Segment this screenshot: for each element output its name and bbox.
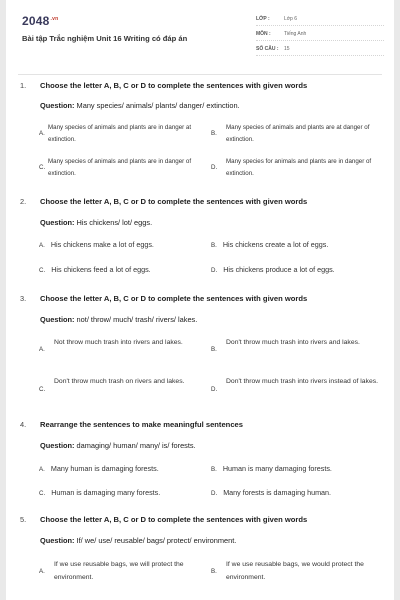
option-letter: B. <box>211 242 217 249</box>
question-label: Question: <box>40 315 75 324</box>
option-text: Many forests is damaging human. <box>223 488 332 497</box>
option-letter[interactable]: B. <box>211 346 217 353</box>
meta-label: MÔN : <box>256 31 271 37</box>
meta-row-class <box>256 14 384 26</box>
question-number: 4. <box>20 420 27 429</box>
option-letter: C. <box>39 267 46 274</box>
question-label: Question: <box>40 441 75 450</box>
question-text: If/ we/ use/ reusable/ bags/ protect/ environment. <box>74 536 237 545</box>
question-instruction: Choose the letter A, B, C or D to complete the sentences with given words <box>40 197 308 206</box>
question-instruction: Choose the letter A, B, C or D to complete the sentences with given words <box>40 294 308 303</box>
header-divider <box>18 74 382 75</box>
question-label: Question: <box>40 218 75 227</box>
question-text: not/ throw/ much/ trash/ rivers/ lakes. <box>74 315 198 324</box>
question-prompt <box>40 536 236 545</box>
question-prompt <box>40 218 152 227</box>
question-number: 2. <box>20 197 27 206</box>
option-c[interactable]: Don't throw much trash on rivers and lakes. <box>54 378 185 385</box>
option-text: His chickens create a lot of eggs. <box>222 240 329 249</box>
question-number: 5. <box>20 515 27 524</box>
option-letter: D. <box>211 490 218 497</box>
option-letter[interactable]: B. <box>211 568 217 575</box>
question-instruction: Rearrange the sentences to make meaningful sentences <box>40 420 243 429</box>
meta-label: SỐ CÂU : <box>256 46 279 52</box>
option-b[interactable] <box>211 464 332 473</box>
option-letter[interactable]: A. <box>39 130 45 137</box>
document-page <box>6 0 394 600</box>
option-letter: C. <box>39 490 46 497</box>
site-logo[interactable] <box>22 14 58 28</box>
option-d[interactable]: Don't throw much trash into rivers instead of lakes. <box>226 378 379 385</box>
option-text: His chickens feed a lot of eggs. <box>51 265 151 274</box>
meta-value: Lớp 6 <box>284 16 298 22</box>
option-c[interactable]: Many species of animals and plants are in danger of extinction. <box>48 158 192 177</box>
option-letter: D. <box>211 267 218 274</box>
question-number: 1. <box>20 81 27 90</box>
option-c[interactable] <box>39 265 151 274</box>
meta-label: LỚP : <box>256 16 270 22</box>
document-header <box>6 0 394 66</box>
option-text: His chickens make a lot of eggs. <box>50 240 154 249</box>
option-letter[interactable]: C. <box>39 164 46 171</box>
option-b[interactable]: Many species of animals and plants are at danger of extinction. <box>226 124 370 143</box>
option-letter: A. <box>39 242 45 249</box>
question-label: Question: <box>40 101 75 110</box>
option-letter[interactable]: C. <box>39 386 46 393</box>
option-letter[interactable]: D. <box>211 386 218 393</box>
option-b[interactable] <box>211 240 328 249</box>
option-d[interactable] <box>211 265 335 274</box>
option-letter: A. <box>39 466 45 473</box>
option-text: Many human is damaging forests. <box>50 464 159 473</box>
meta-value: Tiếng Anh <box>284 31 307 37</box>
option-text: Human is damaging many forests. <box>51 488 161 497</box>
option-a[interactable]: Not throw much trash into rivers and lakes. <box>54 339 183 346</box>
question-text: Many species/ animals/ plants/ danger/ extinction. <box>74 101 240 110</box>
option-b[interactable]: If we use reusable bags, we would protect the environment. <box>226 561 364 581</box>
option-letter[interactable]: B. <box>211 130 217 137</box>
option-letter[interactable]: A. <box>39 568 45 575</box>
meta-value: 15 <box>284 46 290 52</box>
question-number: 3. <box>20 294 27 303</box>
question-instruction: Choose the letter A, B, C or D to complete the sentences with given words <box>40 515 308 524</box>
logo-text: 2048 <box>22 14 50 28</box>
option-letter[interactable]: A. <box>39 346 45 353</box>
question-instruction: Choose the letter A, B, C or D to complete the sentences with given words <box>40 81 308 90</box>
option-text: Human is many damaging forests. <box>222 464 332 473</box>
question-prompt <box>40 441 196 450</box>
meta-row-count <box>256 44 384 56</box>
option-a[interactable] <box>39 240 154 249</box>
question-prompt <box>40 101 240 110</box>
logo-domain: .vn <box>50 16 59 22</box>
option-d[interactable]: Many species for animals and plants are in danger of extinction. <box>226 158 372 177</box>
option-a[interactable] <box>39 464 159 473</box>
option-a[interactable]: Many species of animals and plants are in danger at extinction. <box>48 124 192 143</box>
meta-row-subject <box>256 29 384 41</box>
option-d[interactable] <box>211 488 331 497</box>
option-letter[interactable]: D. <box>211 164 218 171</box>
option-text: His chickens produce a lot of eggs. <box>223 265 335 274</box>
question-text: His chickens/ lot/ eggs. <box>74 218 153 227</box>
option-b[interactable]: Don't throw much trash into rivers and lakes. <box>226 339 360 346</box>
option-a[interactable]: If we use reusable bags, we will protect the environment. <box>54 561 184 581</box>
option-letter: B. <box>211 466 217 473</box>
option-c[interactable] <box>39 488 160 497</box>
question-prompt <box>40 315 197 324</box>
question-text: damaging/ human/ many/ is/ forests. <box>74 441 196 450</box>
document-title: Bài tập Trắc nghiệm Unit 16 Writing có đáp án <box>22 34 188 43</box>
question-label: Question: <box>40 536 75 545</box>
